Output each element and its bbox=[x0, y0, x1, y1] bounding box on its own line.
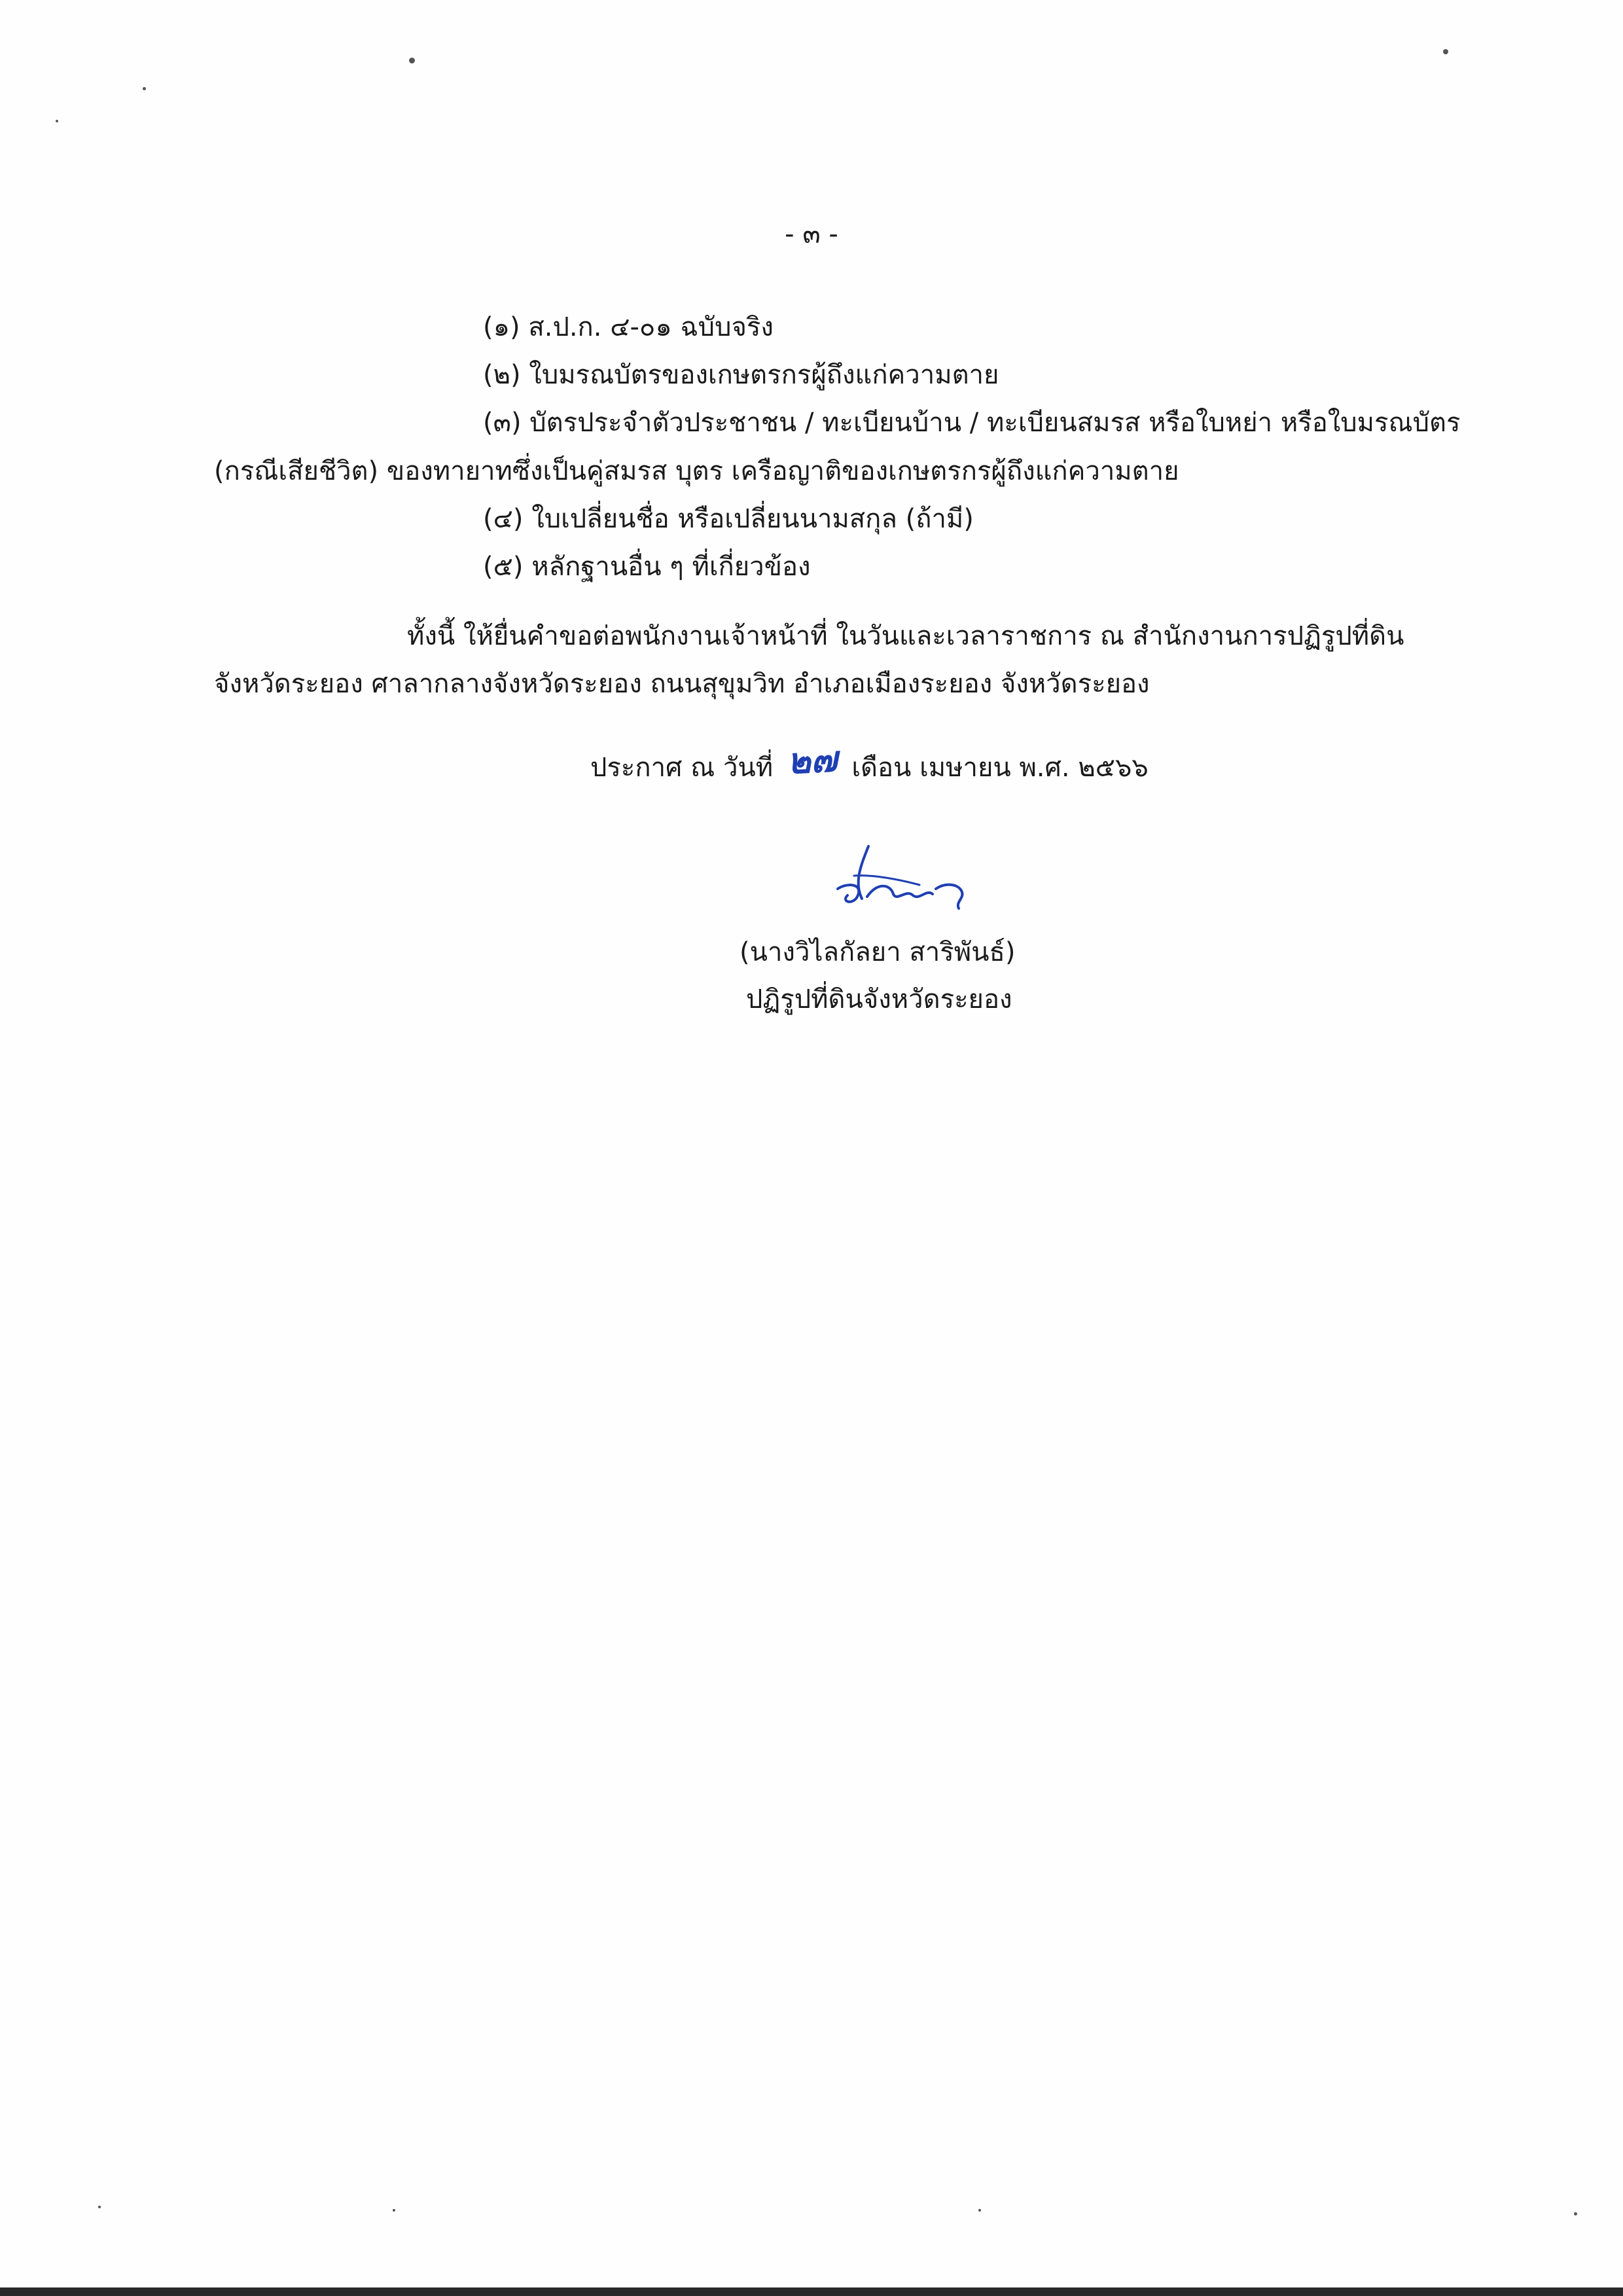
signer-position: ปฏิรูปที่ดินจังหวัดระยอง bbox=[746, 984, 1012, 1014]
instruction-paragraph-continuation: จังหวัดระยอง ศาลากลางจังหวัดระยอง ถนนสุขุมวิท อำเภอเมืองระยอง จังหวัดระยอง bbox=[214, 669, 1150, 699]
scan-speck bbox=[393, 2209, 395, 2212]
list-item: (๓) บัตรประจำตัวประชาชน / ทะเบียนบ้าน / ทะเบียนสมรส หรือใบหย่า หรือใบมรณบัตร bbox=[483, 408, 1461, 438]
list-item: (๕) หลักฐานอื่น ๆ ที่เกี่ยวข้อง bbox=[483, 552, 811, 582]
page-number: - ๓ - bbox=[785, 219, 838, 249]
announcement-date bbox=[590, 738, 1149, 787]
list-item: (๑) ส.ป.ก. ๔-๐๑ ฉบับจริง bbox=[483, 312, 774, 342]
signature-icon bbox=[828, 836, 978, 922]
handwritten-day: ๒๗ bbox=[786, 738, 838, 782]
signer-name: (นางวิไลกัลยา สาริพันธ์) bbox=[740, 937, 1016, 967]
scan-speck bbox=[56, 120, 58, 122]
scan-speck bbox=[409, 58, 415, 63]
scan-speck bbox=[98, 2206, 101, 2208]
scan-speck bbox=[1574, 2212, 1577, 2215]
scan-speck bbox=[1443, 49, 1448, 54]
date-suffix: เดือน เมษายน พ.ศ. ๒๕๖๖ bbox=[851, 753, 1149, 783]
scan-speck bbox=[978, 2209, 981, 2212]
instruction-paragraph: ทั้งนี้ ให้ยื่นคำขอต่อพนักงานเจ้าหน้าที่ ในวันและเวลาราชการ ณ สำนักงานการปฏิรูปที่ดิน bbox=[407, 621, 1404, 651]
scan-speck bbox=[143, 87, 146, 90]
list-item-continuation: (กรณีเสียชีวิต) ของทายาทซึ่งเป็นคู่สมรส บุตร เครือญาติของเกษตรกรผู้ถึงแก่ความตาย bbox=[214, 456, 1179, 486]
list-item: (๔) ใบเปลี่ยนชื่อ หรือเปลี่ยนนามสกุล (ถ้ามี) bbox=[483, 504, 974, 534]
scan-edge bbox=[0, 2287, 1623, 2296]
date-prefix: ประกาศ ณ วันที่ bbox=[590, 753, 774, 783]
list-item: (๒) ใบมรณบัตรของเกษตรกรผู้ถึงแก่ความตาย bbox=[483, 360, 999, 390]
